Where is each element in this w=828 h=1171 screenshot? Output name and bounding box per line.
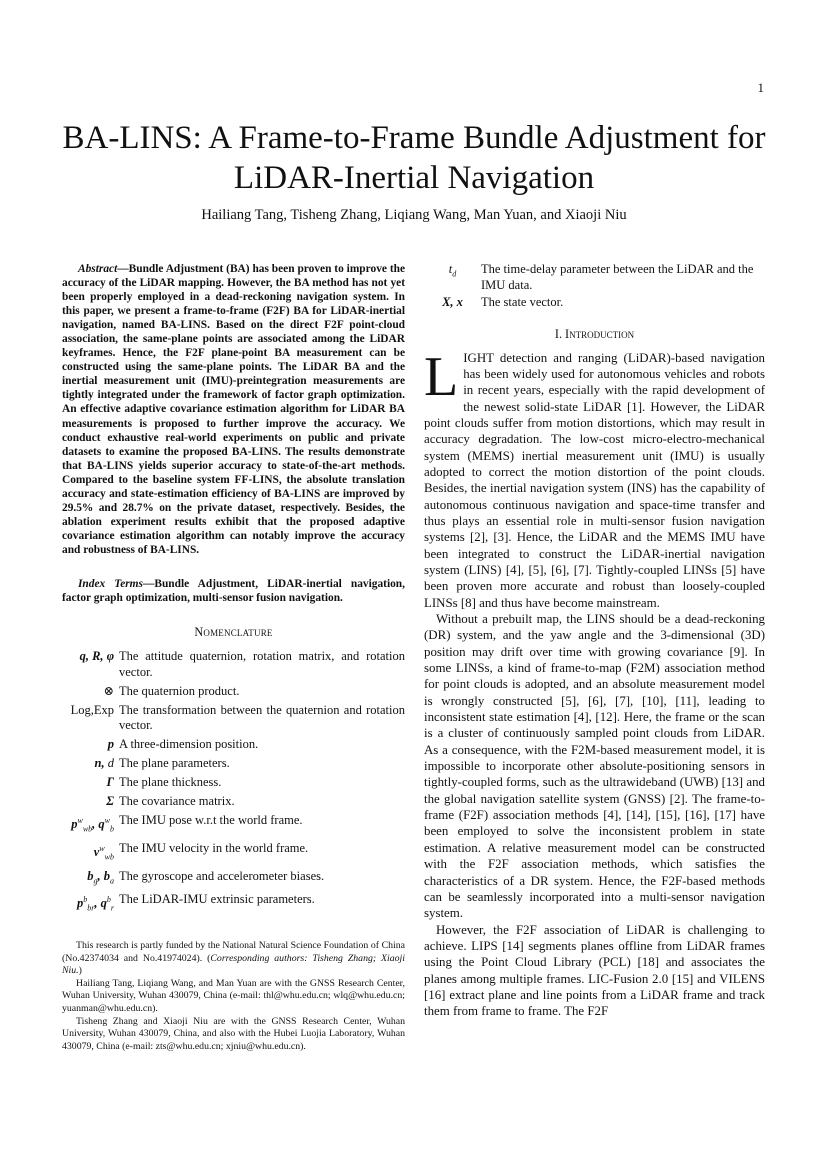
introduction-heading: I. Introduction xyxy=(554,326,635,341)
abstract-text: —Bundle Adjustment (BA) has been proven to improve the accuracy of the LiDAR mapping. However, the BA method has not yet been properly employed in a dead-reckoning navigation system. In this paper, we present a frame-to-frame (F2F) BA for LiDAR-inertial navigation, named BA-LINS. Based on the direct F2F point-cloud association, the same-plane points are associated among the LiDAR keyframes. Hence, the F2F plane-point BA measurement can be constructed using the same-plane points. The LiDAR BA and the inertial measurement unit (IMU)-preintegration measurements are tightly integrated under the framework of factor graph optimization. An effective adaptive covariance estimation algorithm for LiDAR BA measurements is proposed to further improve the accuracy. We conduct exhaustive real-world experiments on public and private datasets to examine the proposed BA-LINS. The results demonstrate that BA-LINS yields superior accuracy to state-of-the-art methods. Compared to the baseline system FF-LINS, the absolute translation accuracy and state-estimation efficiency of BA-LINS are improved by 29.5% and 28.7% on the private dataset, respectively. Besides, the ablation experiment results exhibit that the proposed adaptive covariance estimation algorithm can notably improve the accuracy and robustness of BA-LINS. xyxy=(62,263,405,556)
introduction-body xyxy=(424,345,765,1020)
index-terms-text: —Bundle Adjustment, LiDAR-inertial navigation, factor graph optimization, multi-sensor fusion navigation. xyxy=(62,577,405,605)
nomenclature-symbol: n, d xyxy=(94,756,114,771)
nomenclature-list xyxy=(62,649,405,916)
index-terms xyxy=(62,577,405,605)
footnote-funding: This research is partly funded by the National Natural Science Foundation of China (No.42374034 and No.41974024). (Corresponding authors: Tisheng Zhang; Xiaoji Niu.) xyxy=(62,940,405,977)
nomenclature-symbol: q, R, φ xyxy=(79,649,114,664)
nomenclature-symbol: ⊗ xyxy=(103,683,114,698)
nomenclature-symbol: X, x xyxy=(442,295,463,309)
nomenclature-symbol: $b_g$, $b_a$ xyxy=(87,868,114,886)
nomenclature-entry xyxy=(424,262,765,293)
nomenclature-symbol: $v^w_{wb}$ xyxy=(93,844,114,862)
nomenclature-definition: The gyroscope and accelerometer biases. xyxy=(119,868,325,883)
nomenclature-symbol: Log,Exp xyxy=(70,702,114,717)
nomenclature-entry xyxy=(62,869,405,889)
abstract-lead: Abstract xyxy=(78,263,118,275)
nomenclature-entry xyxy=(62,649,405,680)
author-list: Hailiang Tang, Tisheng Zhang, Liqiang Wang, Man Yuan, and Xiaoji Niu xyxy=(201,207,627,223)
nomenclature-entry xyxy=(62,684,405,700)
nomenclature-symbol: $p^b_{br}$, $q^b_r$ xyxy=(77,895,114,913)
dropcap-letter: L xyxy=(424,345,459,408)
nomenclature-entry xyxy=(62,756,405,772)
title-line-2: LiDAR-Inertial Navigation xyxy=(233,160,595,196)
nomenclature-definition: The IMU velocity in the world frame. xyxy=(119,841,309,856)
nomenclature-definition: The time-delay parameter between the LiDAR and the IMU data. xyxy=(481,262,754,292)
nomenclature-symbol: p xyxy=(107,737,114,752)
nomenclature-definition: The attitude quaternion, rotation matrix, and rotation vector. xyxy=(119,649,405,679)
intro-paragraph-1: LIGHT detection and ranging (LiDAR)-based navigation has been widely used for autonomous vehicles and robots in recent years, especially with the rapid development of the newest solid-state LiDAR [1]. However, the LiDAR point clouds suffer from motion distortions, which may result in accuracy degradation. The low-cost micro-electro-mechanical system (MEMS) inertial measurement unit (IMU) is usually adopted to correct the motion distortion of the point clouds. Besides, the inertial navigation system (INS) has the capability of autonomous continuous navigation and space-time transfer and thus plays an essential role in multi-sensor fusion navigation systems [2], [3]. Hence, the LiDAR and the MEMS IMU have been integrated to construct the LiDAR-inertial navigation system (LINS) [4], [5], [6], [7]. Tightly-coupled LINSs [5] have been proven more accurate and robust than loosely-coupled LINSs [8] and thus have become mainstream. xyxy=(424,345,765,610)
intro-paragraph-2: Without a prebuilt map, the LINS should be a dead-reckoning (DR) system, and the yaw angle and the 3-dimensional (3D) position may drift over time with growing covariance [9]. In some LINSs, a kind of frame-to-map (F2M) association method for point clouds is adopted, and an absolute measurement model is wrongly constructed [5], [6], [7], [10], [11], leading to inconsistent state estimation [4], [12]. Here, the frame or the scan is a cluster of continuously sampled point clouds from LiDAR. As a consequence, with the F2M-based measurement model, it is impossible to incorporate other absolute-positioning sensors in tightly-coupled forms, such as the ultrawideband (UWB) [13] and the global navigation satellite system (GNSS) [2]. The frame-to-frame (F2F) association methods [4], [14], [15], [16], [17] have been employed to solve the inconsistent problem in state estimation. A relative measurement model can be constructed with the F2F association methods, which satisfies the characteristics of a DR system. Hence, the F2F-based methods can be seamlessly incorporated into a multi-sensor navigation system. xyxy=(424,612,765,921)
nomenclature-entry xyxy=(62,794,405,810)
nomenclature-definition: The quaternion product. xyxy=(119,683,240,698)
index-terms-lead: Index Terms xyxy=(78,577,143,590)
title-line-1: BA-LINS: A Frame-to-Frame Bundle Adjustment for xyxy=(62,120,766,156)
nomenclature-heading: Nomenclature xyxy=(194,625,273,640)
nomenclature-entry xyxy=(62,775,405,791)
nomenclature-definition: The transformation between the quaternion and rotation vector. xyxy=(119,702,405,733)
nomenclature-symbol: Γ xyxy=(106,775,114,790)
intro-paragraph-3: However, the F2F association of LiDAR is challenging to achieve. LIPS [14] segments planes offline from LiDAR frames using the Point Cloud Library (PCL) [18] and associates the planes among multiple frames. LIC-Fusion 2.0 [15] and VILENS [16] extract plane and line points from a LiDAR frame and track them from frame to frame. The F2F xyxy=(424,922,765,1019)
nomenclature-entry xyxy=(424,295,765,311)
nomenclature-definition: The LiDAR-IMU extrinsic parameters. xyxy=(119,892,315,907)
nomenclature-definition: The covariance matrix. xyxy=(119,794,235,809)
footnote xyxy=(62,940,405,1053)
nomenclature-entry xyxy=(62,813,405,837)
nomenclature-entry xyxy=(62,703,405,734)
nomenclature-entry xyxy=(62,737,405,753)
page-number: 1 xyxy=(757,80,764,95)
nomenclature-definition: The plane parameters. xyxy=(119,756,230,771)
nomenclature-symbol: Σ xyxy=(106,794,114,809)
footnote-affiliation-1: Hailiang Tang, Liqiang Wang, and Man Yuan are with the GNSS Research Center, Wuhan University, Wuhan 430079, China (e-mail: thl@whu.edu.cn; wlq@whu.edu.cn; yuanman@whu.edu.cn). xyxy=(62,977,405,1014)
nomenclature-definition: The plane thickness. xyxy=(119,775,222,790)
nomenclature-definition: A three-dimension position. xyxy=(119,737,259,752)
abstract xyxy=(62,262,405,557)
footnote-affiliation-2: Tisheng Zhang and Xiaoji Niu are with the GNSS Research Center, Wuhan University, Wuhan 430079, China, and also with the Hubei Luojia Laboratory, Wuhan 430079, China (e-mail: zts@whu.edu.cn; xjniu@whu.edu.cn). xyxy=(62,1015,405,1052)
nomenclature-definition: The IMU pose w.r.t the world frame. xyxy=(119,813,303,828)
nomenclature-symbol: $p^w_{wb}$, $q^w_b$ xyxy=(71,816,114,835)
nomenclature-definition: The state vector. xyxy=(481,295,564,309)
nomenclature-entry xyxy=(62,841,405,865)
left-column xyxy=(62,262,405,920)
right-column xyxy=(424,262,765,1020)
paper-title xyxy=(40,118,788,198)
nomenclature-entry xyxy=(62,892,405,916)
nomenclature-symbol: $t_d$ xyxy=(448,262,457,279)
